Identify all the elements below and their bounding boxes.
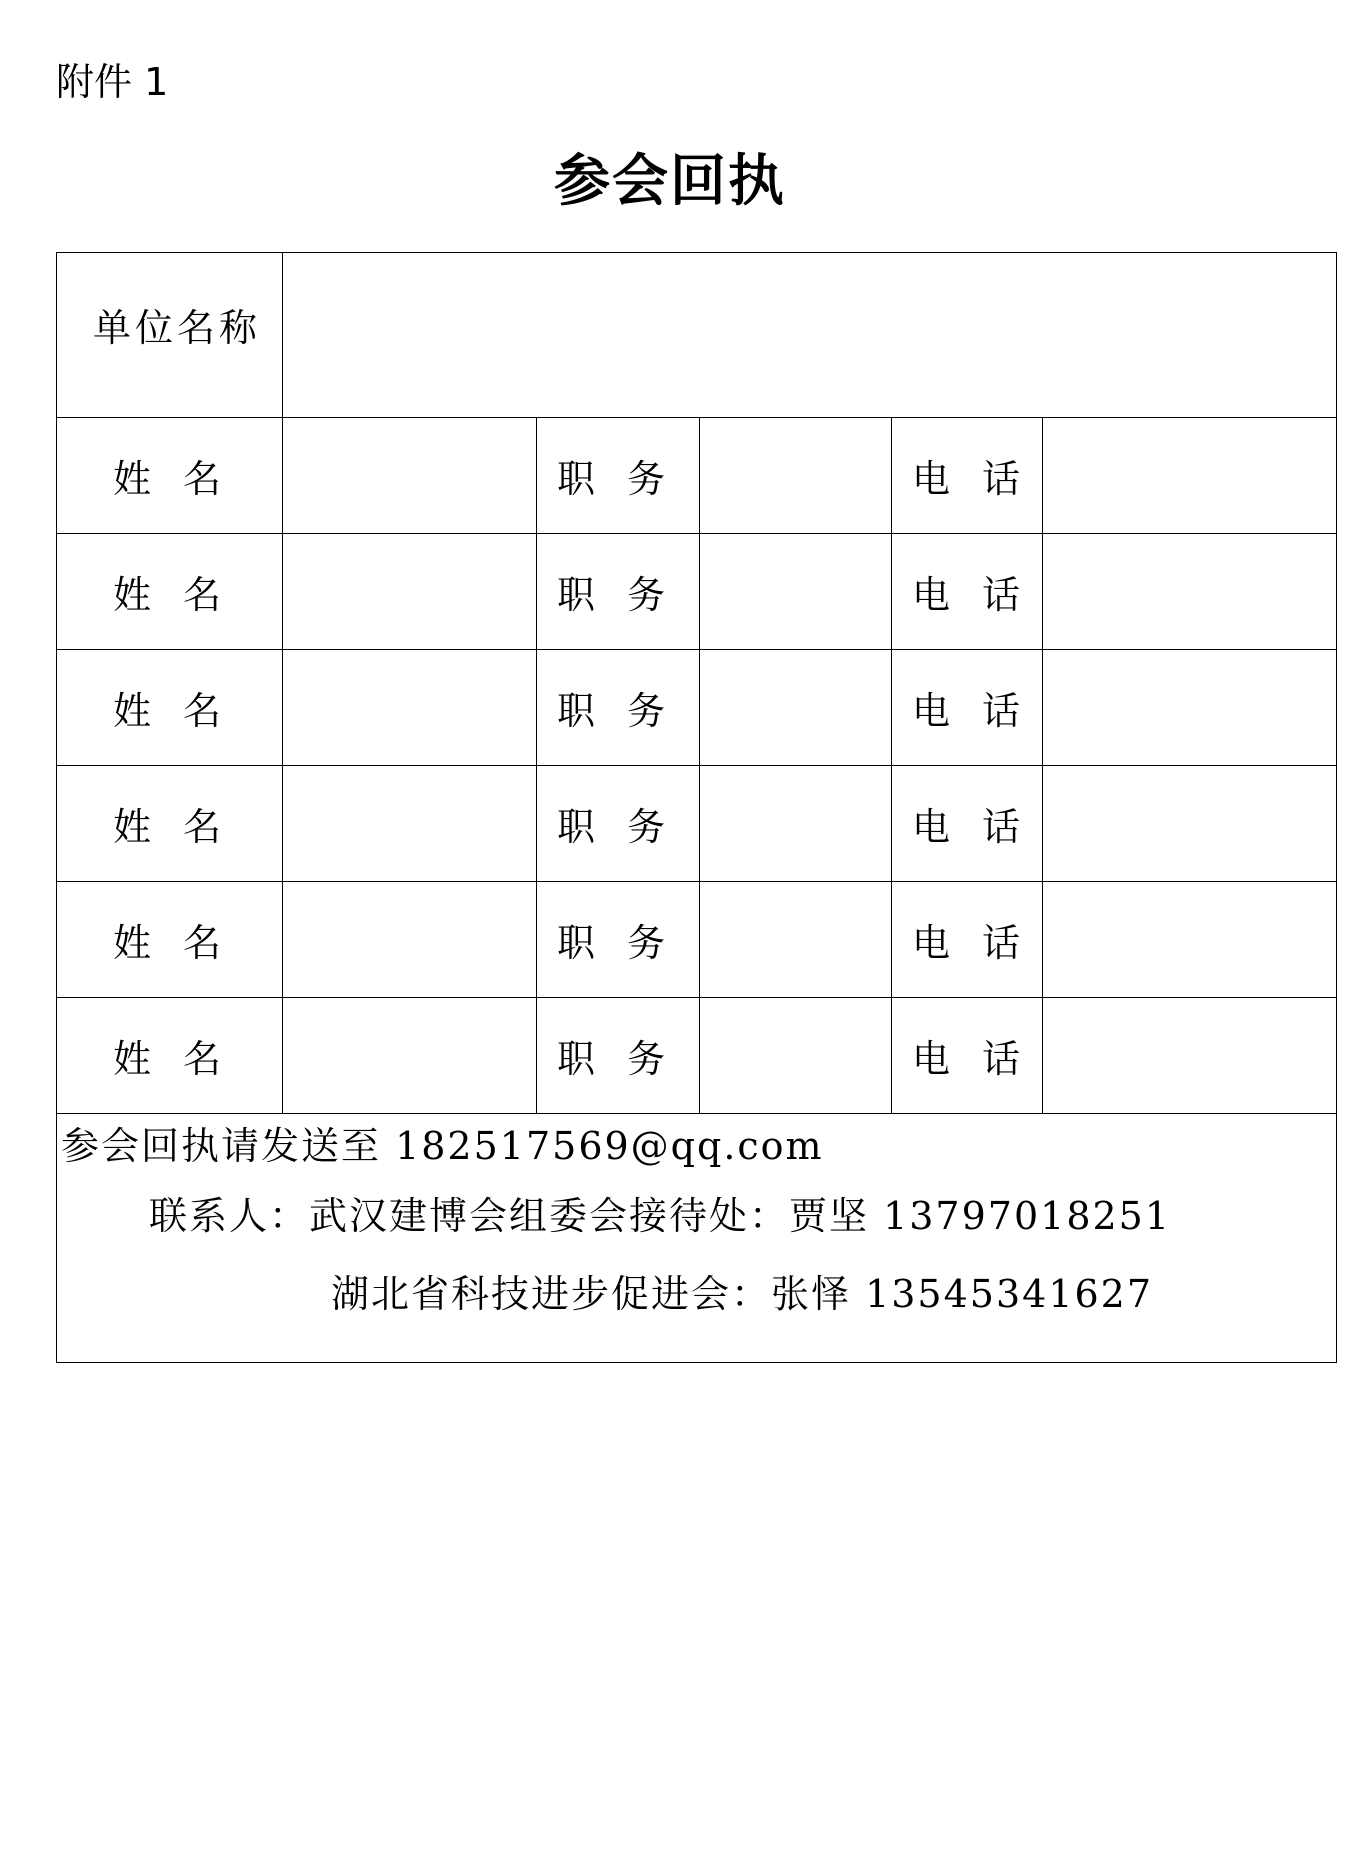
phone-field[interactable] [1043, 534, 1337, 650]
position-label: 职务 [537, 766, 700, 882]
position-label: 职务 [537, 998, 700, 1114]
position-field[interactable] [700, 882, 892, 998]
position-label: 职务 [537, 650, 700, 766]
name-field[interactable] [283, 418, 537, 534]
position-label: 职务 [537, 882, 700, 998]
unit-name-field[interactable] [283, 253, 1337, 418]
phone-label: 电话 [892, 766, 1043, 882]
attendee-row [57, 766, 1337, 882]
position-field[interactable] [700, 766, 892, 882]
phone-field[interactable] [1043, 766, 1337, 882]
contact-line-2: 湖北省科技进步促进会：张怿 13545341627 [331, 1272, 1154, 1316]
phone-field[interactable] [1043, 882, 1337, 998]
name-field[interactable] [283, 650, 537, 766]
name-field[interactable] [283, 998, 537, 1114]
name-field[interactable] [283, 766, 537, 882]
position-field[interactable] [700, 534, 892, 650]
attachment-label: 附件 1 [56, 60, 169, 104]
position-label: 职务 [537, 534, 700, 650]
position-field[interactable] [700, 650, 892, 766]
attendee-row [57, 882, 1337, 998]
name-label: 姓名 [57, 766, 283, 882]
phone-field[interactable] [1043, 650, 1337, 766]
phone-label: 电话 [892, 650, 1043, 766]
position-field[interactable] [700, 998, 892, 1114]
phone-label: 电话 [892, 418, 1043, 534]
phone-field[interactable] [1043, 998, 1337, 1114]
contact-line-1: 联系人：武汉建博会组委会接待处：贾坚 13797018251 [149, 1194, 1172, 1238]
position-field[interactable] [700, 418, 892, 534]
attendee-row [57, 418, 1337, 534]
name-label: 姓名 [57, 650, 283, 766]
name-label: 姓名 [57, 882, 283, 998]
send-to-text: 参会回执请发送至 182517569@qq.com [61, 1124, 824, 1168]
contact-info-cell [57, 1114, 1337, 1363]
phone-label: 电话 [892, 998, 1043, 1114]
attendee-row [57, 650, 1337, 766]
phone-label: 电话 [892, 882, 1043, 998]
page-title: 参会回执 [554, 148, 786, 214]
unit-row [57, 253, 1337, 418]
name-label: 姓名 [57, 418, 283, 534]
phone-label: 电话 [892, 534, 1043, 650]
name-label: 姓名 [57, 534, 283, 650]
name-field[interactable] [283, 534, 537, 650]
attendee-row [57, 534, 1337, 650]
phone-field[interactable] [1043, 418, 1337, 534]
footer-row [57, 1114, 1337, 1363]
unit-name-label: 单位名称 [57, 253, 283, 418]
registration-form-table [56, 252, 1337, 1363]
name-label: 姓名 [57, 998, 283, 1114]
attendee-row [57, 998, 1337, 1114]
name-field[interactable] [283, 882, 537, 998]
position-label: 职务 [537, 418, 700, 534]
